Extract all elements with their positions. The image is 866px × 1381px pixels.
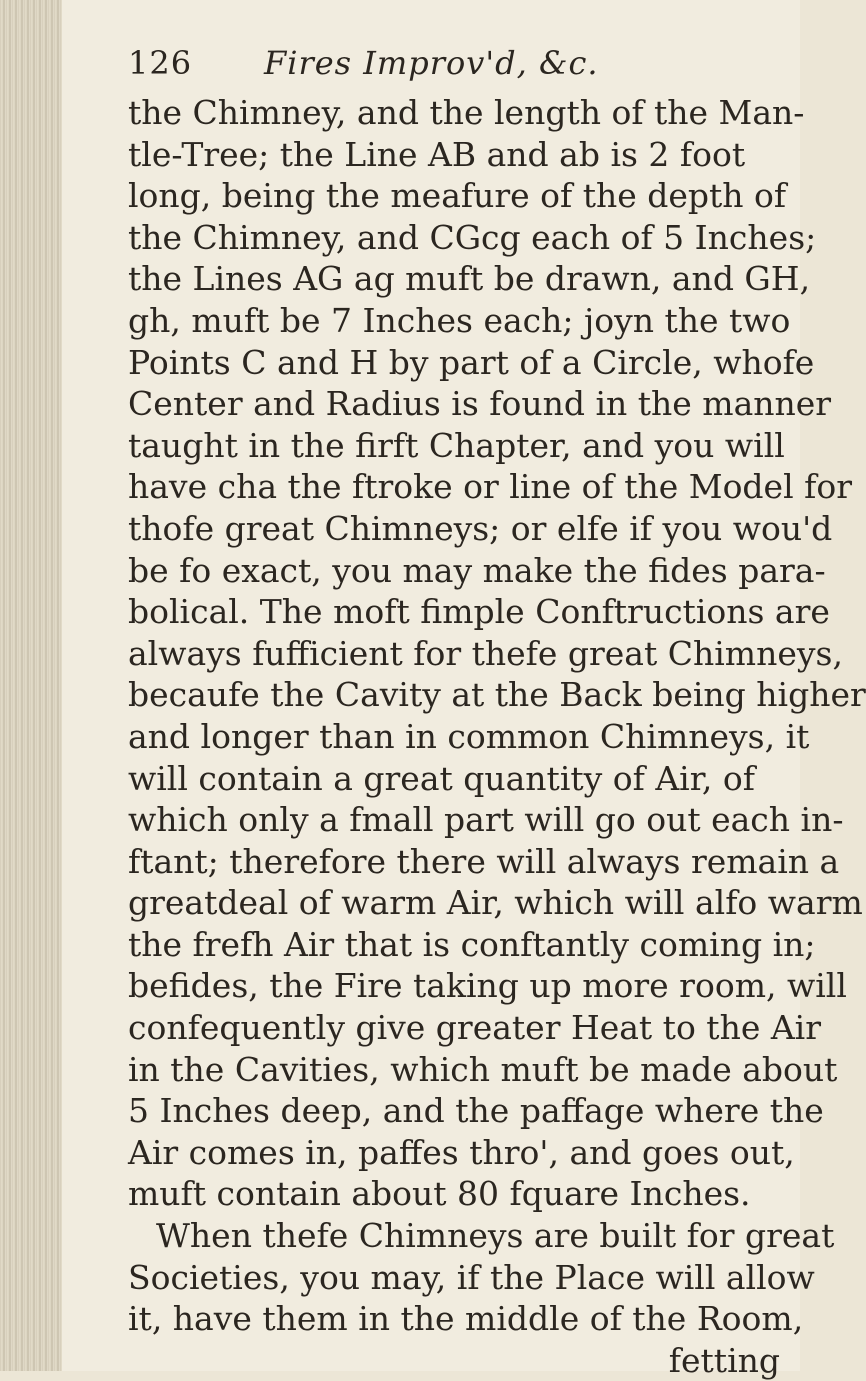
text-line: the frefh Air that is conftantly coming in; [128, 924, 816, 964]
text-line: it, have them in the middle of the Room, [128, 1299, 804, 1339]
page-number: 126 [128, 44, 193, 82]
text-line: becaufe the Cavity at the Back being higher [128, 675, 866, 715]
text-line: greatdeal of warm Air, which will alfo warm [128, 883, 863, 923]
text-line: confequently give greater Heat to the Air [128, 1008, 821, 1048]
text-line: in the Cavities, which muft be made about [128, 1049, 838, 1089]
text-line: will contain a great quantity of Air, of [128, 758, 755, 798]
text-line: long, being the meafure of the depth of [128, 176, 787, 216]
text-line: Center and Radius is found in the manner [128, 384, 832, 424]
binding-gutter [0, 0, 62, 1371]
text-line: muft contain about 80 fquare Inches. [128, 1174, 751, 1214]
text-line: bolical. The moft fimple Conftructions are [128, 592, 830, 632]
running-title: Fires Improv'd, &c. [264, 44, 599, 82]
text-line: tle-Tree; the Line AB and ab is 2 foot [128, 134, 746, 174]
text-line: which only a fmall part will go out each in- [128, 800, 844, 840]
text-line: the Lines AG ag muft be drawn, and GH, [128, 259, 811, 299]
text-line: Societies, you may, if the Place will allow [128, 1257, 815, 1297]
text-line: have cha the ftroke or line of the Model for [128, 467, 852, 507]
text-line: the Chimney, and the length of the Man- [128, 93, 805, 132]
text-line: Points C and H by part of a Circle, whofe [128, 342, 815, 382]
text-line: befides, the Fire taking up more room, will [128, 966, 847, 1006]
running-head [128, 44, 768, 92]
text-line: ftant; therefore there will always remain a [128, 841, 840, 881]
text-line: always fufficient for thefe great Chimneys, [128, 633, 843, 673]
text-line: taught in the firft Chapter, and you will [128, 425, 785, 465]
catchword: fetting [668, 1340, 780, 1380]
text-line: When thefe Chimneys are built for great [156, 1216, 835, 1256]
text-line: and longer than in common Chimneys, it [128, 716, 810, 756]
text-line: gh, muft be 7 Inches each; joyn the two [128, 300, 791, 340]
text-line: thofe great Chimneys; or elfe if you wou'd [128, 508, 833, 548]
text-line: Air comes in, paffes thro', and goes out, [128, 1132, 795, 1172]
text-line: 5 Inches deep, and the paffage where the [128, 1091, 824, 1131]
text-line: be fo exact, you may make the fides para- [128, 550, 826, 590]
body-text [128, 92, 866, 1381]
text-line: the Chimney, and CGcg each of 5 Inches; [128, 217, 817, 257]
